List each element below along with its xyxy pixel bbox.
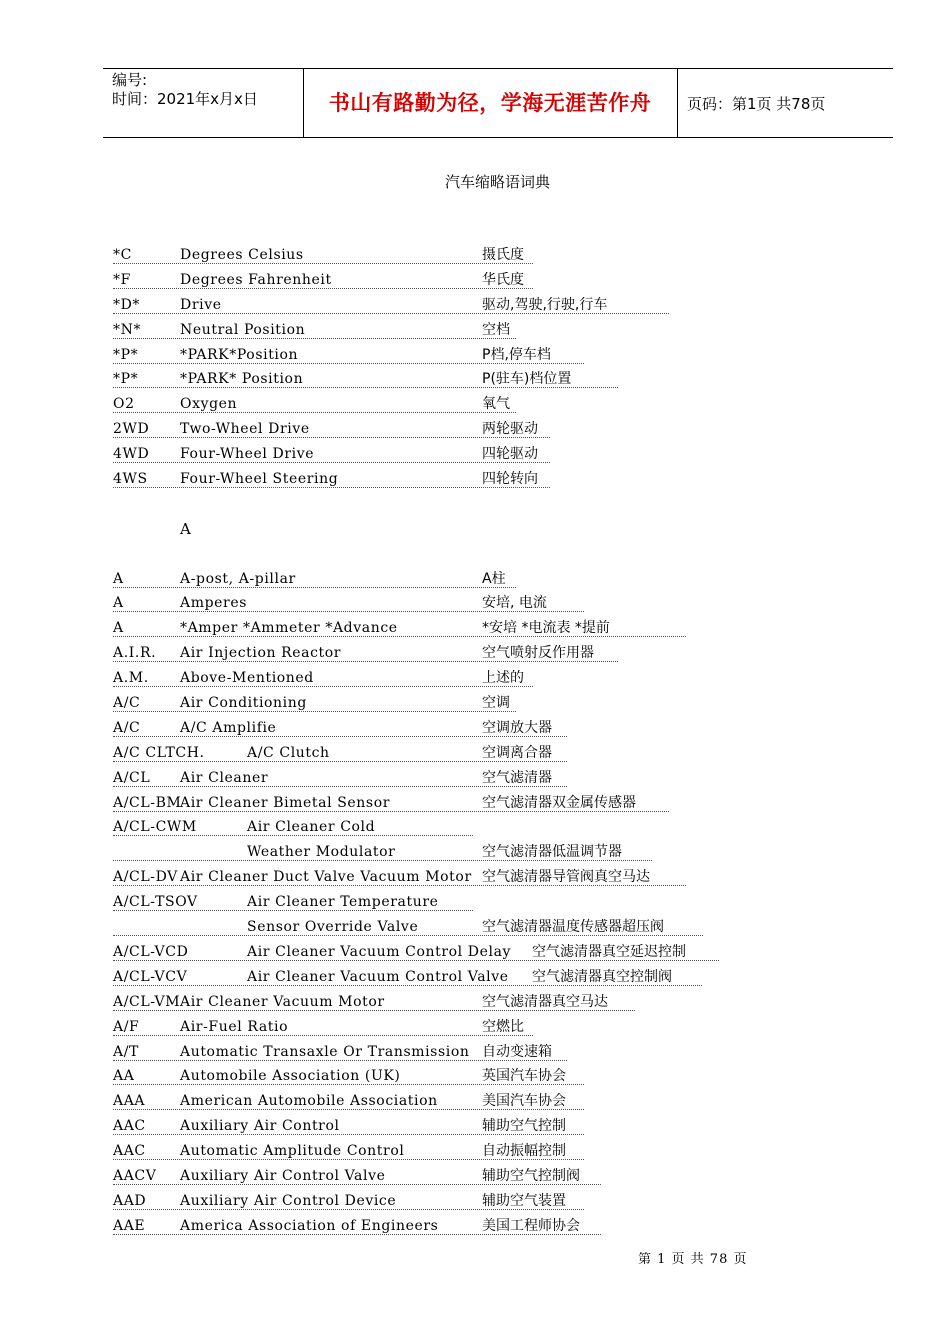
section-letter: A bbox=[180, 519, 192, 538]
entry-underline bbox=[113, 387, 618, 388]
glossary-list bbox=[113, 245, 813, 1241]
entry-abbreviation: AAD bbox=[113, 1192, 147, 1209]
entry-chinese: 空气滤清器低温调节器 bbox=[482, 844, 622, 861]
entry-abbreviation: A/C bbox=[113, 695, 141, 712]
entry-abbreviation: A bbox=[113, 620, 124, 637]
glossary-entry bbox=[113, 419, 813, 444]
entry-term: Four-Wheel Steering bbox=[180, 471, 339, 488]
entry-underline bbox=[113, 412, 516, 413]
glossary-entry bbox=[113, 1116, 813, 1141]
entry-term: Automobile Association (UK) bbox=[180, 1068, 401, 1085]
entry-term: A/C Amplifie bbox=[180, 719, 277, 736]
entry-abbreviation: AAC bbox=[113, 1143, 146, 1160]
glossary-entry bbox=[113, 743, 813, 768]
entry-term: A-post, A-pillar bbox=[180, 570, 296, 587]
entry-chinese: 空气滤清器温度传感器超压阀 bbox=[482, 919, 664, 936]
glossary-entry bbox=[113, 867, 813, 892]
entry-chinese: 空调 bbox=[482, 695, 510, 712]
document-header bbox=[103, 68, 893, 138]
glossary-entry bbox=[113, 1066, 813, 1091]
entry-underline bbox=[113, 363, 584, 364]
entry-chinese: 驱动,驾驶,行驶,行车 bbox=[482, 296, 608, 313]
entry-abbreviation: A/CL bbox=[113, 769, 151, 786]
entry-abbreviation: A/F bbox=[113, 1018, 140, 1035]
entry-abbreviation: *N* bbox=[113, 321, 142, 338]
entry-chinese: P档,停车档 bbox=[482, 346, 551, 363]
time-label: 时间：2021年x月x日 bbox=[112, 90, 258, 108]
glossary-entry bbox=[113, 245, 813, 270]
entry-abbreviation: *C bbox=[113, 247, 132, 263]
entry-chinese: 空调离合器 bbox=[482, 744, 552, 761]
entry-term: Air Cleaner Bimetal Sensor bbox=[180, 794, 391, 811]
entry-abbreviation: A/T bbox=[113, 1043, 139, 1060]
entry-underline bbox=[113, 935, 703, 936]
entry-abbreviation: *D* bbox=[113, 296, 141, 313]
entry-term: *PARK* Position bbox=[180, 371, 304, 388]
entry-abbreviation: A.M. bbox=[113, 670, 149, 687]
entry-chinese: 空燃比 bbox=[482, 1018, 524, 1035]
entry-abbreviation: A/CL-VCD bbox=[113, 943, 189, 960]
entry-term: Auxiliary Air Control Device bbox=[180, 1192, 397, 1209]
entry-underline bbox=[113, 860, 652, 861]
entry-underline bbox=[113, 960, 719, 961]
entry-underline bbox=[113, 487, 550, 488]
entry-underline bbox=[113, 736, 567, 737]
glossary-entry bbox=[113, 1216, 813, 1241]
glossary-entry bbox=[113, 345, 813, 370]
entry-term: Degrees Fahrenheit bbox=[180, 271, 332, 288]
glossary-entry bbox=[113, 942, 813, 967]
glossary-entry bbox=[113, 917, 813, 942]
entry-term: Automatic Transaxle Or Transmission bbox=[180, 1043, 470, 1060]
entry-chinese: 美国汽车协会 bbox=[482, 1093, 566, 1110]
entry-term: Air Cleaner Temperature bbox=[247, 894, 439, 911]
entry-term: *PARK*Position bbox=[180, 346, 299, 363]
entry-chinese: 两轮驱动 bbox=[482, 421, 538, 438]
glossary-entry bbox=[113, 967, 813, 992]
entry-abbreviation: A/CL-VM bbox=[113, 993, 181, 1010]
entry-underline bbox=[113, 1035, 533, 1036]
section-heading bbox=[113, 519, 813, 544]
entry-abbreviation: AAC bbox=[113, 1118, 146, 1135]
entry-chinese: 空档 bbox=[482, 321, 510, 338]
entry-underline bbox=[113, 1109, 584, 1110]
entry-underline bbox=[113, 462, 550, 463]
entry-underline bbox=[113, 786, 567, 787]
entry-underline bbox=[113, 263, 533, 264]
entry-term: Automatic Amplitude Control bbox=[180, 1143, 405, 1160]
entry-term: Air-Fuel Ratio bbox=[180, 1018, 289, 1035]
entry-underline bbox=[113, 1010, 635, 1011]
entry-abbreviation: A/CL-TSOV bbox=[113, 894, 198, 911]
glossary-entry bbox=[113, 643, 813, 668]
blank-line bbox=[113, 544, 813, 569]
entry-chinese: *安培 *电流表 *提前 bbox=[482, 620, 610, 637]
header-page-info: 页码：第1页 共78页 bbox=[687, 95, 826, 113]
entry-underline bbox=[113, 910, 473, 911]
entry-chinese: A柱 bbox=[482, 570, 506, 587]
glossary-entry bbox=[113, 793, 813, 818]
entry-term: Air Cleaner Vacuum Motor bbox=[180, 993, 385, 1010]
entry-abbreviation: AA bbox=[113, 1068, 135, 1085]
entry-chinese: 四轮转向 bbox=[482, 471, 538, 488]
glossary-entry bbox=[113, 618, 813, 643]
glossary-entry bbox=[113, 444, 813, 469]
glossary-entry bbox=[113, 693, 813, 718]
entry-term: Air Conditioning bbox=[180, 695, 307, 712]
entry-chinese: 空气滤清器导管阀真空马达 bbox=[482, 869, 650, 886]
entry-term: Degrees Celsius bbox=[180, 247, 304, 263]
entry-abbreviation: *F bbox=[113, 271, 131, 288]
entry-chinese: 空气滤清器 bbox=[482, 769, 552, 786]
entry-underline bbox=[113, 1184, 601, 1185]
glossary-entry bbox=[113, 1042, 813, 1067]
glossary-entry bbox=[113, 817, 813, 842]
entry-underline bbox=[113, 611, 584, 612]
entry-abbreviation: 2WD bbox=[113, 421, 150, 438]
entry-underline bbox=[113, 437, 550, 438]
entry-underline bbox=[113, 1084, 584, 1085]
entry-abbreviation: A.I.R. bbox=[113, 645, 157, 662]
entry-chinese: 空气滤清器双金属传感器 bbox=[482, 794, 636, 811]
glossary-entry bbox=[113, 1191, 813, 1216]
glossary-entry bbox=[113, 469, 813, 494]
entry-underline bbox=[113, 985, 702, 986]
entry-term: Air Cleaner Vacuum Control Valve bbox=[247, 968, 509, 985]
entry-underline bbox=[113, 661, 618, 662]
entry-chinese: P(驻车)档位置 bbox=[482, 371, 572, 388]
entry-abbreviation: 4WD bbox=[113, 446, 150, 463]
entry-chinese: 英国汽车协会 bbox=[482, 1068, 566, 1085]
glossary-entry bbox=[113, 718, 813, 743]
entry-underline bbox=[113, 338, 516, 339]
glossary-entry bbox=[113, 768, 813, 793]
entry-abbreviation: 4WS bbox=[113, 471, 148, 488]
entry-abbreviation: A/CL-DV bbox=[113, 869, 178, 886]
entry-term: Air Cleaner Cold bbox=[247, 819, 376, 836]
header-meta bbox=[112, 71, 258, 109]
entry-abbreviation: *P* bbox=[113, 346, 139, 363]
glossary-entry bbox=[113, 1017, 813, 1042]
header-divider bbox=[677, 69, 678, 137]
entry-chinese: 空调放大器 bbox=[482, 719, 552, 736]
entry-underline bbox=[113, 587, 516, 588]
entry-abbreviation: A bbox=[113, 570, 124, 587]
entry-term: *Amper *Ammeter *Advance bbox=[180, 620, 398, 637]
glossary-entry bbox=[113, 569, 813, 594]
entry-underline bbox=[113, 1234, 601, 1235]
entry-underline bbox=[113, 313, 669, 314]
entry-underline bbox=[113, 1159, 584, 1160]
glossary-entry bbox=[113, 1166, 813, 1191]
entry-underline bbox=[113, 811, 669, 812]
entry-abbreviation: AAE bbox=[113, 1217, 146, 1234]
glossary-entry bbox=[113, 892, 813, 917]
entry-underline bbox=[113, 288, 533, 289]
entry-abbreviation: A/CL-BM bbox=[113, 794, 182, 811]
entry-underline bbox=[113, 835, 473, 836]
entry-abbreviation: A/CL-VCV bbox=[113, 968, 188, 985]
entry-abbreviation: O2 bbox=[113, 396, 135, 413]
entry-chinese: 氧气 bbox=[482, 396, 510, 413]
blank-line bbox=[113, 494, 813, 519]
entry-chinese: 辅助空气控制 bbox=[482, 1118, 566, 1135]
entry-underline bbox=[113, 1134, 584, 1135]
entry-underline bbox=[113, 686, 533, 687]
entry-chinese: 四轮驱动 bbox=[482, 446, 538, 463]
entry-chinese: 上述的 bbox=[482, 670, 524, 687]
entry-chinese: 空气滤清器真空控制阀 bbox=[532, 968, 672, 985]
entry-term: Air Cleaner bbox=[180, 769, 269, 786]
glossary-entry bbox=[113, 992, 813, 1017]
entry-term: Weather Modulator bbox=[247, 844, 396, 861]
entry-chinese: 辅助空气控制阀 bbox=[482, 1167, 580, 1184]
entry-term: Drive bbox=[180, 296, 222, 313]
entry-abbreviation: AAA bbox=[113, 1093, 146, 1110]
entry-term: A/C Clutch bbox=[247, 744, 330, 761]
glossary-entry bbox=[113, 320, 813, 345]
glossary-entry bbox=[113, 668, 813, 693]
page-footer: 第 1 页 共 78 页 bbox=[638, 1252, 748, 1267]
entry-underline bbox=[113, 1060, 567, 1061]
entry-underline bbox=[113, 711, 516, 712]
glossary-entry bbox=[113, 1141, 813, 1166]
entry-term: Air Cleaner Duct Valve Vacuum Motor bbox=[180, 869, 472, 886]
entry-term: Auxiliary Air Control Valve bbox=[180, 1167, 386, 1184]
entry-term: American Automobile Association bbox=[180, 1093, 438, 1110]
entry-chinese: 空气滤清器真空马达 bbox=[482, 993, 608, 1010]
entry-term: Air Injection Reactor bbox=[180, 645, 342, 662]
number-label: 编号: bbox=[112, 71, 148, 89]
entry-abbreviation: A/CL-CWM bbox=[113, 819, 197, 836]
entry-term: Oxygen bbox=[180, 396, 238, 413]
entry-term: Neutral Position bbox=[180, 321, 306, 338]
entry-term: Air Cleaner Vacuum Control Delay bbox=[247, 943, 512, 960]
entry-term: Two-Wheel Drive bbox=[180, 421, 310, 438]
glossary-entry bbox=[113, 394, 813, 419]
entry-chinese: 摄氏度 bbox=[482, 247, 524, 263]
entry-underline bbox=[113, 1209, 584, 1210]
entry-term: Auxiliary Air Control bbox=[180, 1118, 340, 1135]
entry-chinese: 空气滤清器真空延迟控制 bbox=[532, 943, 686, 960]
glossary-entry bbox=[113, 295, 813, 320]
glossary-entry bbox=[113, 842, 813, 867]
entry-term: Four-Wheel Drive bbox=[180, 446, 315, 463]
entry-chinese: 自动变速箱 bbox=[482, 1043, 552, 1060]
entry-underline bbox=[113, 636, 686, 637]
entry-abbreviation: AACV bbox=[113, 1167, 157, 1184]
entry-abbreviation: A/C bbox=[113, 719, 141, 736]
entry-chinese: 辅助空气装置 bbox=[482, 1192, 566, 1209]
entry-chinese: 安培, 电流 bbox=[482, 595, 547, 612]
entry-abbreviation: A bbox=[113, 595, 124, 612]
entry-chinese: 美国工程师协会 bbox=[482, 1217, 580, 1234]
glossary-entry bbox=[113, 1091, 813, 1116]
entry-chinese: 自动振幅控制 bbox=[482, 1143, 566, 1160]
entry-chinese: 华氏度 bbox=[482, 271, 524, 288]
entry-underline bbox=[113, 885, 686, 886]
entry-abbreviation: A/C CLTCH. bbox=[113, 744, 205, 761]
glossary-entry bbox=[113, 369, 813, 394]
document-title: 汽车缩略语词典 bbox=[444, 173, 550, 191]
glossary-entry bbox=[113, 270, 813, 295]
entry-abbreviation: *P* bbox=[113, 371, 139, 388]
entry-term: Sensor Override Valve bbox=[247, 919, 419, 936]
entry-term: Amperes bbox=[180, 595, 247, 612]
entry-chinese: 空气喷射反作用器 bbox=[482, 645, 594, 662]
entry-term: Above-Mentioned bbox=[180, 670, 314, 687]
header-motto: 书山有路勤为径，学海无涯苦作舟 bbox=[328, 91, 652, 115]
entry-term: America Association of Engineers bbox=[180, 1217, 439, 1234]
glossary-entry bbox=[113, 593, 813, 618]
entry-underline bbox=[113, 761, 567, 762]
